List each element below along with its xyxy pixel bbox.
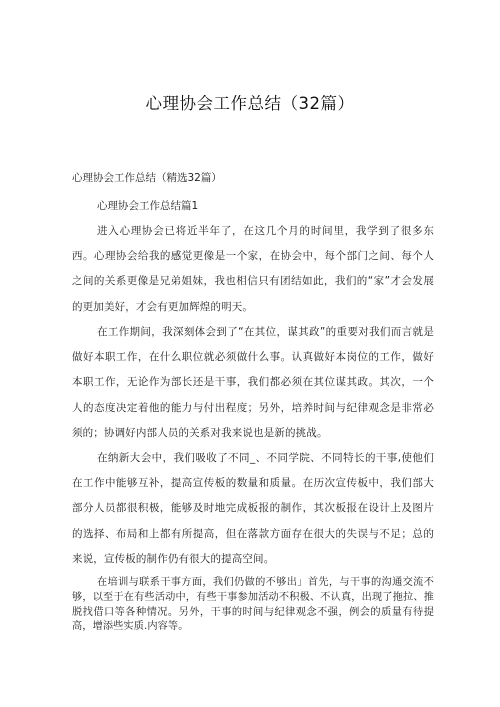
body-paragraph-2: 在工作期间，我深刻体会到了“在其位，谋其政”的重要对我们而言就是做好本职工作，在什么职位就必须做什么事。认真做好本岗位的工作，做好本职工作，无论作为部长还是干事，我们都必须在其位谋其政。其次，一个人的态度决定着他的能力与付出程度；另外，培养时间与纪律观念是非常必须的；协调好内部人员的关系对我来说也是新的挑战。 xyxy=(72,326,434,439)
body-paragraph-4: 在培训与联系干事方面，我们仍做的不够出」首先，与干事的沟通交流不够，以至于在有些活动中，有些干事参加活动不积极、不认真，出现了拖拉、推脱找借口等各种情况。另外，干事的时间与纪律观念不强，例会的质量有待提高，增添些实质.内容等。 xyxy=(72,577,434,633)
document-subtitle: 心理协会工作总结（精选32篇） xyxy=(72,172,222,184)
body-paragraph-1: 进入心理协会已将近半年了，在这几个月的时间里，我学到了很多东西。心理协会给我的感觉更像是一个家，在协会中，每个部门之间、每个人之间的关系更像是兄弟姐妹，我也相信只有团结如此，我们的“家”才会发展的更加美好，才会有更加辉煌的明天。 xyxy=(72,225,434,313)
body-paragraph-3: 在纳新大会中，我们吸收了不同_、不同学院、不同特长的干事,使他们在工作中能够互补，提高宣传板的数量和质量。在历次宣传板中，我们部大部分人员都很积极，能够及时地完成板报的制作，其次板报在设计上及图片的选择、布局和上都有所提高，但在落款方面存在很大的失误与不足；总的来说，宣传板的制作仍有很大的提高空间。 xyxy=(72,452,434,565)
document-title: 心理协会工作总结（32篇） xyxy=(145,94,355,113)
section-heading: 心理协会工作总结篇1 xyxy=(97,200,199,212)
